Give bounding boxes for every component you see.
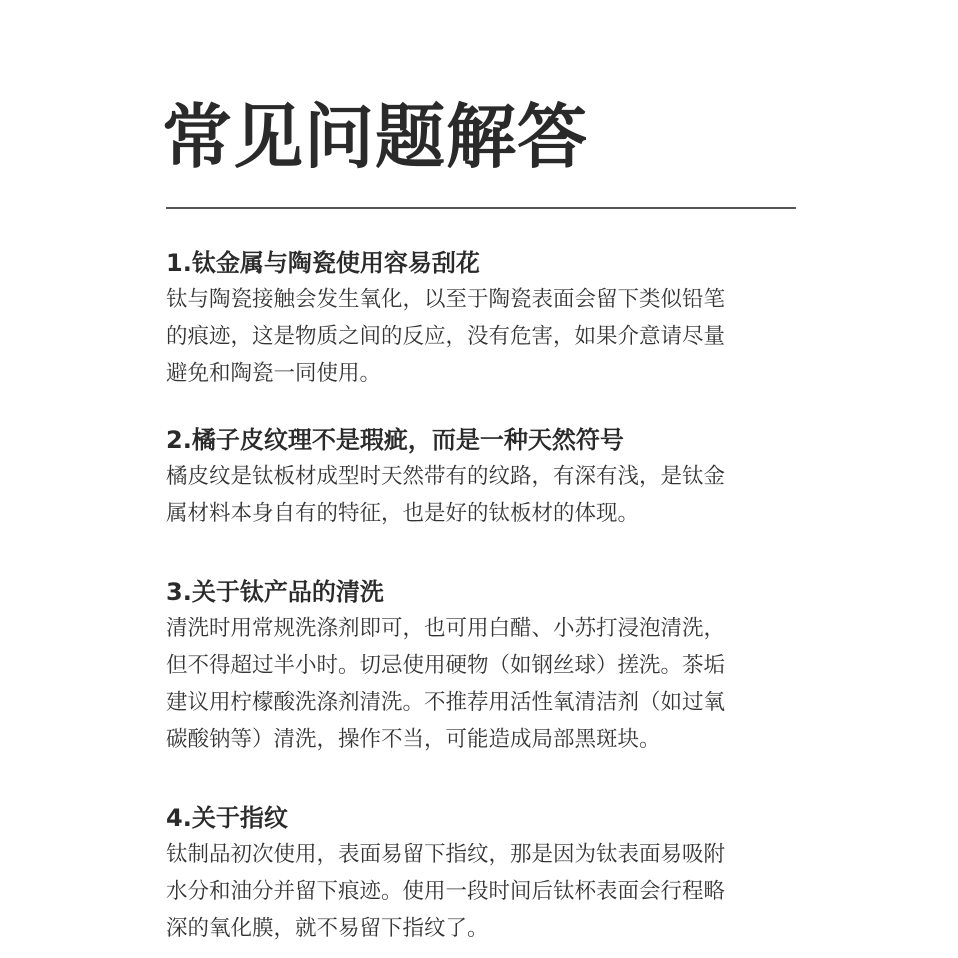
faq-answer — [166, 836, 796, 947]
faq-answer — [166, 458, 796, 532]
faq-answer-line: 建议用柠檬酸洗涤剂清洗。不推荐用活性氧清洁剂（如过氧 — [166, 690, 726, 715]
faq-answer-line: 但不得超过半小时。切忌使用硬物（如钢丝球）搓洗。茶垢 — [166, 653, 726, 678]
faq-heading: 1.钛金属与陶瓷使用容易刮花 — [166, 249, 480, 277]
page-title: 常见问题解答 — [162, 96, 588, 178]
faq-item-scratch — [166, 245, 796, 392]
faq-item-cleaning — [166, 574, 796, 758]
faq-answer-line: 钛制品初次使用，表面易留下指纹，那是因为钛表面易吸附 — [166, 842, 726, 867]
faq-answer-line: 深的氧化膜，就不易留下指纹了。 — [166, 916, 489, 941]
faq-item-texture — [166, 422, 796, 532]
faq-heading: 4.关于指纹 — [166, 804, 288, 832]
faq-answer — [166, 610, 796, 758]
faq-answer-line: 碳酸钠等）清洗，操作不当，可能造成局部黑斑块。 — [166, 727, 661, 752]
faq-item-fingerprints — [166, 800, 796, 947]
faq-answer — [166, 281, 796, 392]
title-divider — [166, 207, 796, 209]
faq-answer-line: 钛与陶瓷接触会发生氧化，以至于陶瓷表面会留下类似铅笔 — [166, 287, 726, 312]
faq-heading: 2.橘子皮纹理不是瑕疵，而是一种天然符号 — [166, 426, 624, 454]
faq-answer-line: 的痕迹，这是物质之间的反应，没有危害，如果介意请尽量 — [166, 324, 726, 349]
faq-answer-line: 避免和陶瓷一同使用。 — [166, 361, 382, 386]
faq-answer-line: 属材料本身自有的特征，也是好的钛板材的体现。 — [166, 501, 640, 526]
faq-heading: 3.关于钛产品的清洗 — [166, 578, 384, 606]
faq-answer-line: 水分和油分并留下痕迹。使用一段时间后钛杯表面会行程略 — [166, 879, 726, 904]
faq-answer-line: 清洗时用常规洗涤剂即可，也可用白醋、小苏打浸泡清洗， — [166, 616, 726, 641]
faq-answer-line: 橘皮纹是钛板材成型时天然带有的纹路，有深有浅，是钛金 — [166, 464, 726, 489]
